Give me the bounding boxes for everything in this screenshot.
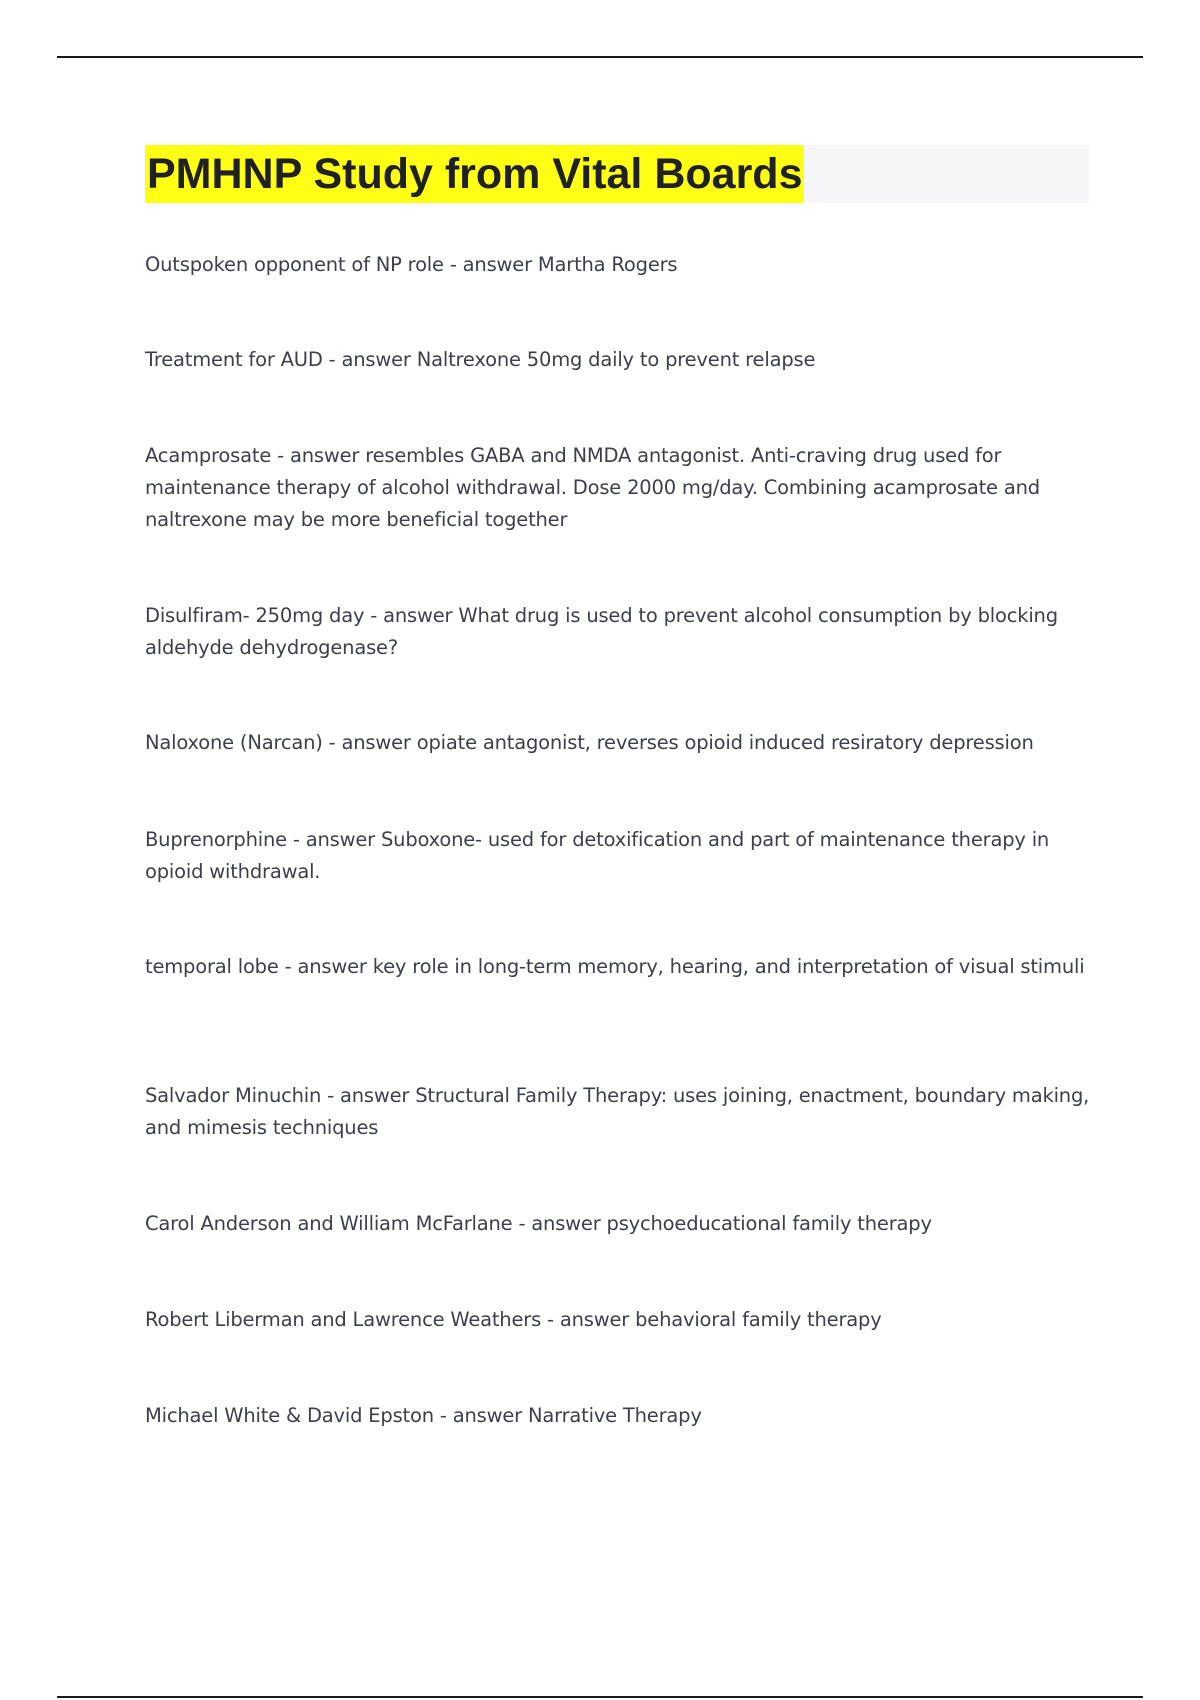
qa-term: Naloxone (Narcan) [145,731,323,754]
top-rule [57,56,1143,58]
qa-answer: key role in long-term memory, hearing, and interpretation of visual stimuli [372,955,1085,978]
qa-answer: Naltrexone 50mg daily to prevent relapse [416,348,816,371]
qa-answer: resembles GABA and NMDA antagonist. Anti-craving drug used for maintenance therapy of alcohol withdrawal. Dose 2000 mg/day. Combining acamprosate and naltrexone may be more beneficial together [145,444,1040,531]
qa-separator: - answer [443,253,538,276]
qa-separator: - answer [286,828,381,851]
qa-separator: - answer [322,731,417,754]
qa-separator: - answer [512,1212,607,1235]
qa-answer: Suboxone- used for detoxification and part of maintenance therapy in opioid withdrawal. [145,828,1050,883]
qa-separator: - answer [541,1308,636,1331]
qa-entry [145,440,1090,536]
qa-term: temporal lobe [145,955,279,978]
qa-answer: opiate antagonist, reverses opioid induced resiratory depression [416,731,1034,754]
qa-term: Buprenorphine [145,828,287,851]
bottom-rule [57,1696,1143,1698]
qa-entry [145,951,1090,983]
qa-entry [145,600,1090,664]
qa-term: Outspoken opponent of NP role [145,253,444,276]
qa-separator: - answer [321,1084,416,1107]
qa-answer: behavioral family therapy [635,1308,882,1331]
qa-separator: - answer [433,1404,528,1427]
qa-term: Treatment for AUD [145,348,323,371]
qa-answer: What drug is used to prevent alcohol consumption by blocking aldehyde dehydrogenase? [145,604,1058,659]
qa-term: Disulfiram- 250mg day [145,604,365,627]
qa-entry [145,249,1090,281]
qa-term: Salvador Minuchin [145,1084,322,1107]
qa-term: Robert Liberman and Lawrence Weathers [145,1308,542,1331]
qa-entry [145,344,1090,376]
qa-answer: Narrative Therapy [527,1404,702,1427]
qa-answer: Martha Rogers [537,253,678,276]
qa-entry [145,1080,1090,1144]
qa-term: Carol Anderson and William McFarlane [145,1212,513,1235]
page-title: PMHNP Study from Vital Boards [145,145,804,203]
qa-answer: Structural Family Therapy: uses joining, enactment, boundary making, and mimesis techniques [145,1084,1090,1139]
qa-entry [145,1400,1090,1432]
qa-term: Michael White & David Epston [145,1404,434,1427]
qa-separator: - answer [322,348,417,371]
qa-entry [145,1304,1090,1336]
qa-entry [145,1208,1090,1240]
qa-separator: - answer [271,444,366,467]
qa-answer: psychoeducational family therapy [606,1212,932,1235]
qa-term: Acamprosate [145,444,272,467]
qa-separator: - answer [364,604,459,627]
qa-entry [145,727,1090,759]
qa-separator: - answer [278,955,373,978]
qa-entry [145,824,1090,888]
